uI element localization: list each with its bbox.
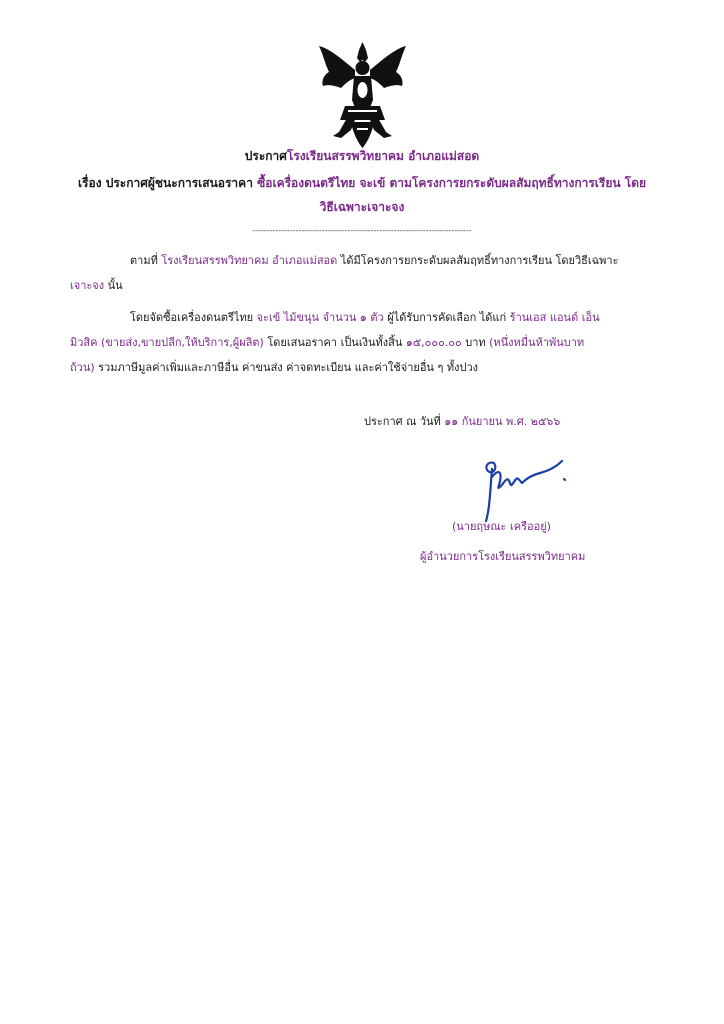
p2-item: จะเข้ ไม้ขนุน จำนวน ๑ ตัว xyxy=(256,311,384,324)
paragraph-2-line-2 xyxy=(70,333,584,351)
paragraph-1-line-2 xyxy=(70,276,123,294)
p1-text-e: นั้น xyxy=(104,279,123,292)
title-line-3 xyxy=(40,198,684,217)
p2-amount-words: (หนึ่งหมื่นห้าพันบาท xyxy=(489,336,585,349)
paragraph-2-line-3 xyxy=(70,358,478,376)
p2-vendor: ร้านเอส แอนด์ เอ็น xyxy=(509,311,600,324)
p1-school: โรงเรียนสรรพวิทยาคม อำเภอแม่สอด xyxy=(161,254,338,267)
p2-amount: ๑๕,๐๐๐.๐๐ xyxy=(405,336,462,349)
announce-date: ๑๑ กันยายน พ.ศ. ๒๕๖๖ xyxy=(444,415,561,428)
school-name: โรงเรียนสรรพวิทยาคม อำเภอแม่สอด xyxy=(286,149,480,163)
p2-currency: บาท xyxy=(461,336,490,349)
announce-prefix: ประกาศ ณ วันที่ xyxy=(364,415,445,428)
p2-text-k: รวมภาษีมูลค่าเพิ่มและภาษีอื่น ค่าขนส่ง ค่าจดทะเบียน และค่าใช้จ่ายอื่น ๆ ทั้งปวง xyxy=(94,361,478,374)
paragraph-2-line-1 xyxy=(130,308,600,326)
separator-line: ---------------------------------------------------------------------------- xyxy=(252,226,472,235)
p2-text-c: ผู้ได้รับการคัดเลือก ได้แก่ xyxy=(383,311,510,324)
announce-date-line xyxy=(364,412,560,430)
p2-text-a: โดยจัดซื้อเครื่องดนตรีไทย xyxy=(130,311,257,324)
p2-amount-words-end: ถ้วน) xyxy=(70,361,95,374)
p1-method: เจาะจง xyxy=(70,279,105,292)
p1-text-c: ได้มีโครงการยกระดับผลสัมฤทธิ์ทางการเรียน โดยวิธีเฉพาะ xyxy=(337,254,619,267)
subject-method: วิธีเฉพาะเจาะจง xyxy=(319,200,405,214)
title-line-2 xyxy=(40,174,684,193)
paragraph-1-line-1 xyxy=(130,251,618,269)
title-prefix: ประกาศ xyxy=(244,149,287,163)
garuda-emblem-icon xyxy=(315,40,410,150)
subject-item: ซื้อเครื่องดนตรีไทย จะเข้ ตามโครงการยกระดับผลสัมฤทธิ์ทางการเรียน โดย xyxy=(257,176,647,190)
subject-prefix: เรื่อง ประกาศผู้ชนะการเสนอราคา xyxy=(77,176,253,190)
p2-vendor-detail: มิวสิค (ขายส่ง,ขายปลีก,ให้บริการ,ผู้ผลิต) xyxy=(70,336,264,349)
p2-text-f: โดยเสนอราคา เป็นเงินทั้งสิ้น xyxy=(263,336,406,349)
signer-position: ผู้อำนวยการโรงเรียนสรรพวิทยาคม xyxy=(420,550,586,563)
title-line-1 xyxy=(40,147,684,166)
signature-image xyxy=(468,455,573,525)
signer-name: (นายฤษณะ เครืออยู่) xyxy=(452,520,551,533)
p1-text-a: ตามที่ xyxy=(130,254,162,267)
